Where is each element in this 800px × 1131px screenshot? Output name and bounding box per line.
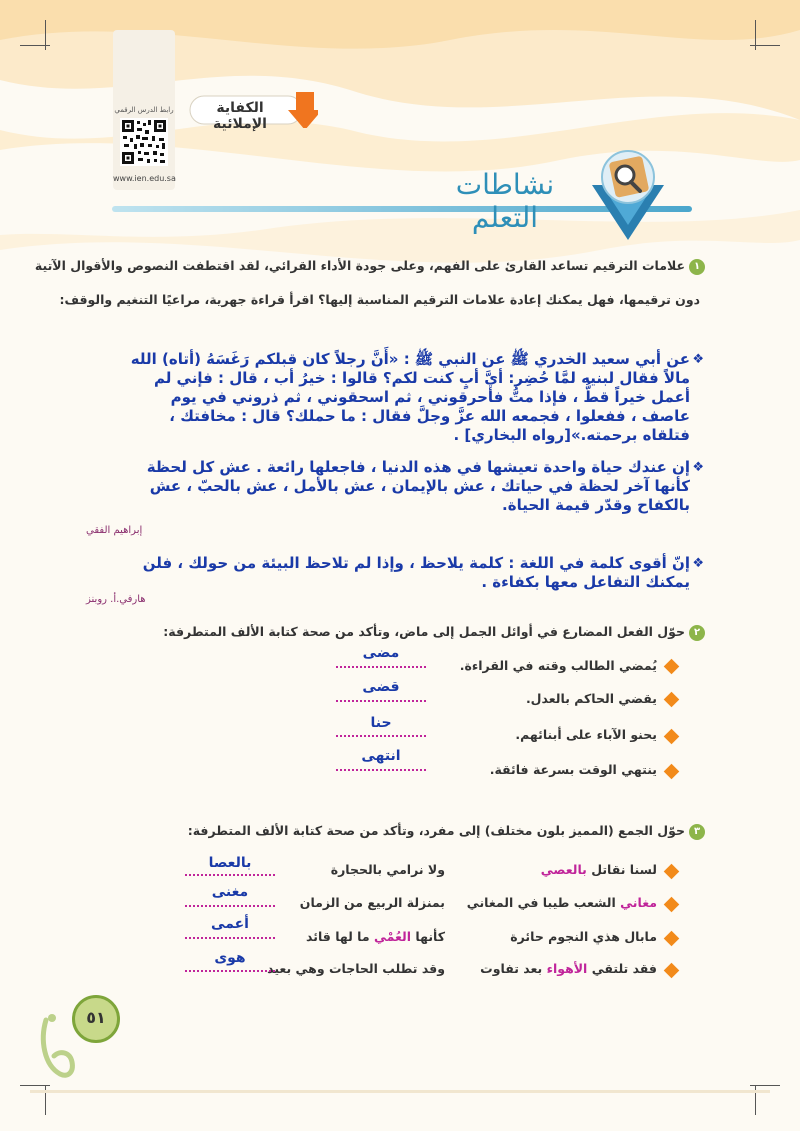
verse-second-hemistich xyxy=(306,929,445,944)
activity2-number: ٢ xyxy=(689,625,705,641)
activity3-answer-line[interactable] xyxy=(185,970,275,972)
qr-caption: رابط الدرس الرقمي xyxy=(114,106,174,114)
passage-life: إن عندك حياة واحدة تعيشها في هذه الدنيا ، فاجعلها رائعة . عش كل لحظة كأنها آخر لحظة في حياتك ، عش بالإيمان ، عش بالأمل ، عش بالحبّ ، عش بالكفاح وقدّر قيمة الحياة. xyxy=(146,458,690,514)
activity3-answer[interactable]: مغنى xyxy=(211,884,249,900)
crop-mark xyxy=(755,20,756,50)
verse-second-hemistich: وقد تطلب الحاجات وهي بعيد xyxy=(267,961,445,976)
activity2-answer-line[interactable] xyxy=(336,735,426,737)
learning-activities-icon xyxy=(588,145,668,245)
page-title: نشاطات التعلم xyxy=(455,168,555,234)
passage-hadith: عن أبي سعيد الخدري ﷺ عن النبي ﷺ : «أَنَّ رجلاً كان قبلكم رَغَسَهُ (أتاه) الله مالاً فقال لبنيه لمَّا حُضِر: أيَّ أبٍ كنت لكم؟ قالوا : خيرُ أب ، قال : فإني لم أعمل خيراً قطُّ ، فإذا متُّ فأحرقوني ، ثم اسحقوني ، ثم ذروني في يوم عاصف ، ففعلوا ، فجمعه الله عزَّ وجلَّ فقال : ما حملك؟ قال : مخافتك ، فتلقاه برحمته.»[رواه البخاري] . xyxy=(130,350,690,444)
crop-mark xyxy=(45,20,46,50)
activity3-answer[interactable]: بالعصا xyxy=(208,855,252,871)
highlighted-plural: بالعصي xyxy=(540,862,587,877)
activity1-prompt-line1 xyxy=(35,258,705,275)
activity2-answer[interactable]: مضى xyxy=(362,645,400,661)
highlighted-plural: العُمْي xyxy=(373,929,412,944)
activity3-answer-line[interactable] xyxy=(185,937,275,939)
passage-observe: إنّ أقوى كلمة في اللغة : كلمة يلاحظ ، وإذا لم تلاحظ البيئة من حولك ، فلن يمكنك التفاعل معها بكفاءة . xyxy=(142,554,690,591)
verse-text: بعد تفاوت xyxy=(480,961,547,976)
activity3-answer[interactable]: هوى xyxy=(214,950,246,966)
highlighted-plural: مغاني xyxy=(620,895,657,910)
qr-code-icon[interactable] xyxy=(120,118,168,166)
verse-text: لسنا نقاتل xyxy=(586,862,657,877)
qr-url[interactable]: www.ien.edu.sa xyxy=(113,174,176,183)
activity3-number: ٣ xyxy=(689,824,705,840)
diamond-bullet-icon xyxy=(664,659,680,675)
section-tag-label: الكفاية الإملائية xyxy=(213,100,267,132)
diamond-bullet-icon xyxy=(664,897,680,913)
activity2-prompt xyxy=(163,624,705,641)
bullet-icon: ❖ xyxy=(692,556,704,571)
activity2-answer[interactable]: حنا xyxy=(370,715,392,731)
verse-first-hemistich xyxy=(467,895,657,910)
activity2-prompt-text: حوّل الفعل المضارع في أوائل الجمل إلى ماض، وتأكد من صحة كتابة الألف المتطرفة: xyxy=(163,624,685,639)
activity3-answer[interactable]: أعمى xyxy=(211,916,249,932)
verse-first-hemistich xyxy=(541,862,657,877)
diamond-bullet-icon xyxy=(664,729,680,745)
qr-card[interactable] xyxy=(113,30,175,190)
activity1-number: ١ xyxy=(689,259,705,275)
highlighted-plural: الأهواء xyxy=(546,961,588,976)
diamond-bullet-icon xyxy=(664,963,680,979)
activity2-answer[interactable]: قضى xyxy=(362,679,400,695)
diamond-bullet-icon xyxy=(664,931,680,947)
verse-first-hemistich: مابال هذي النجوم حائرة xyxy=(510,929,657,944)
activity2-answer-line[interactable] xyxy=(336,700,426,702)
activity3-answer-line[interactable] xyxy=(185,874,275,876)
attribution-harvey: هارفي.أ. روبنز xyxy=(86,594,146,605)
activity2-sentence: يُمضي الطالب وقته في القراءة. xyxy=(459,658,657,673)
activity3-prompt-text: حوّل الجمع (المميز بلون مختلف) إلى مفرد، وتأكد من صحة كتابة الألف المتطرفة: xyxy=(187,823,685,838)
verse-text: ما لها قائد xyxy=(306,929,374,944)
activity2-answer-line[interactable] xyxy=(336,666,426,668)
verse-text: الشعب طيبا في المغاني xyxy=(466,895,621,910)
attribution-ibrahim: إبراهيم الفقي xyxy=(86,525,143,536)
activity1-prompt-line2: دون ترقيمها، فهل يمكنك إعادة علامات الترقيم المناسبة إليها؟ اقرأ قراءة جهرية، مراعيًا التنغيم والوقف: xyxy=(59,292,700,307)
activity2-sentence: ينتهي الوقت بسرعة فائقة. xyxy=(489,762,657,777)
verse-second-hemistich: ولا نرامي بالحجارة xyxy=(330,862,445,877)
activity2-sentence: يقضي الحاكم بالعدل. xyxy=(525,691,657,706)
activity3-prompt xyxy=(188,823,705,840)
footer-bar xyxy=(30,1090,770,1093)
activity2-answer-line[interactable] xyxy=(336,769,426,771)
activity2-sentence: يحنو الآباء على أبنائهم. xyxy=(515,727,657,742)
diamond-bullet-icon xyxy=(664,764,680,780)
diamond-bullet-icon xyxy=(664,864,680,880)
verse-second-hemistich: بمنزلة الربيع من الزمان xyxy=(299,895,445,910)
verse-first-hemistich xyxy=(480,961,657,976)
activity1-prompt-text: علامات الترقيم تساعد القارئ على الفهم، وعلى جودة الأداء القرائي، لقد اقتطفت النصوص والأقوال الآتية xyxy=(34,258,685,273)
diamond-bullet-icon xyxy=(664,692,680,708)
bullet-icon: ❖ xyxy=(692,352,704,367)
page-number: ٥١ xyxy=(72,995,120,1043)
verse-text: فقد تلتقي xyxy=(587,961,657,976)
activity2-answer[interactable]: انتهى xyxy=(361,748,401,764)
verse-text: كأنها xyxy=(411,929,445,944)
bullet-icon: ❖ xyxy=(692,460,704,475)
activity3-answer-line[interactable] xyxy=(185,905,275,907)
